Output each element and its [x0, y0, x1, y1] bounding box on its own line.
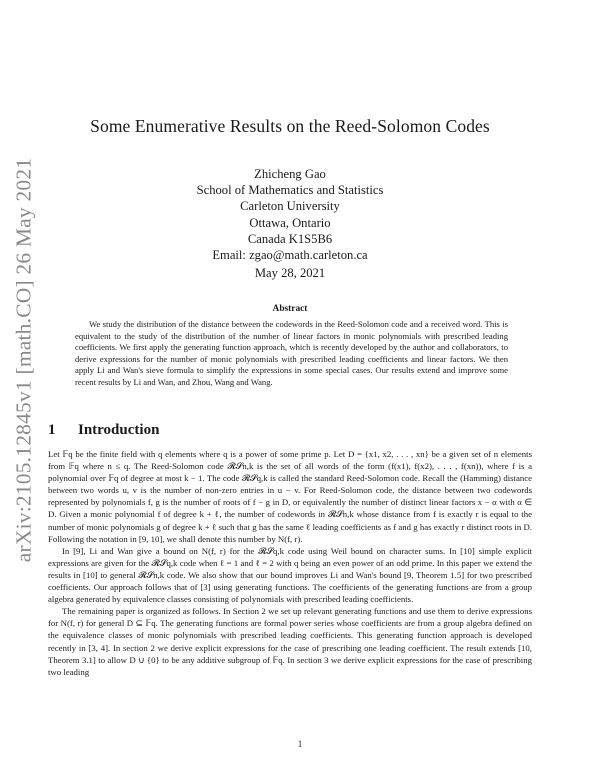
author-city: Ottawa, Ontario: [249, 215, 331, 230]
section-heading: [48, 422, 159, 439]
page-number: 1: [297, 739, 303, 749]
abstract-text: We study the distribution of the distance between the codewords in the Reed-Solomon code and a received word. This is equivalent to the study of the distribution of the number of linear factors in monic polynomials with prescribed leading coefficients. We first apply the generating function approach, which is recently developed by the author and collaborators, to derive expressions for the number of monic polynomials with prescribed leading coefficients and linear factors. We then apply Li and Wan's sieve formula to simplify the expressions in some special cases. Our results extend and improve some recent results by Li and Wan, and Zhou, Wang and Wang.: [75, 319, 508, 387]
author-block: [60, 166, 520, 263]
section-title: Introduction: [78, 422, 160, 438]
section-number: 1: [48, 422, 56, 438]
author-name: Zhicheng Gao: [254, 167, 326, 181]
paper-date: May 28, 2021: [254, 266, 326, 280]
arxiv-stamp: [4, 150, 44, 570]
body-paragraph: Let 𝔽q be the finite field with q elements where q is a power of some prime p. Let D = {x1, x2, . . . , xn} be a given set of n elements from 𝔽q where n ≤ q. The Reed-Solomon code 𝓡𝓢n,k is the set of all words of the form (f(x1), f(x2), . . . , f(xn)), where f is a polynomial over 𝔽q of degree at most k − 1. The code 𝓡𝓢q,k is called the standard Reed-Solomon code. Recall the (Hamming) distance between two words u, v is the number of non-zero entries in u − v. For Reed-Solomon code, the distance between two codewords represented by polynomials f, g is the number of roots of f − g in D, or equivalently the number of distinct linear factors x − α with α ∈ D. Given a monic polynomial f of degree k + ℓ, the number of codewords in 𝓡𝓢n,k whose distance from f is exactly r is equal to the number of monic polynomials g of degree k + ℓ such that g has the same ℓ leading coefficients as f and g has exactly r distinct roots in D. Following the notation in [9, 10], we shall denote this number by N(f, r).: [48, 449, 532, 544]
body-paragraph: In [9], Li and Wan give a bound on N(f, r) for the 𝓡𝓢q,k code using Weil bound on character sums. In [10] simple explicit expressions are given for the 𝓡𝓢q,k code when ℓ = 1 and ℓ = 2 with q being an even power of an odd prime. In this paper we extend the results in [10] to general 𝓡𝓢n,k code. We also show that our bound improves Li and Wan's bound [9, Theorem 1.5] for two prescribed coefficients. Our approach follows that of [3] using generating functions. The coefficients of the generating functions are from a group algebra generated by equivalence classes consisting of polynomials with prescribed leading coefficients.: [48, 545, 532, 605]
paper-title: Some Enumerative Results on the Reed-Solomon Codes: [90, 116, 490, 136]
author-country: Canada K1S5B6: [247, 231, 333, 246]
body-text: [48, 448, 532, 678]
author-affiliation: School of Mathematics and Statistics: [196, 183, 384, 198]
abstract-heading: Abstract: [272, 304, 308, 314]
body-paragraph: The remaining paper is organized as follows. In Section 2 we set up relevant generating functions and use them to derive expressions for N(f, r) for general D ⊆ 𝔽q. The generating functions are formal power series whose coefficients are from a group algebra defined on the equivalence classes of monic polynomials with prescribed leading coefficients. This generating function approach is developed recently in [3, 4]. In section 2 we derive explicit expressions for the case of prescribing one leading coefficient. The result extends [10, Theorem 3.1] to allow D ∪ {0} to be any additive subgroup of 𝔽q. In section 3 we derive explicit expressions for the case of prescribing two leading: [48, 606, 532, 677]
author-university: Carleton University: [240, 199, 340, 214]
author-email: Email: zgao@math.carleton.ca: [212, 248, 368, 263]
arxiv-identifier: arXiv:2105.12845v1 [math.CO] 26 May 2021: [11, 157, 36, 563]
